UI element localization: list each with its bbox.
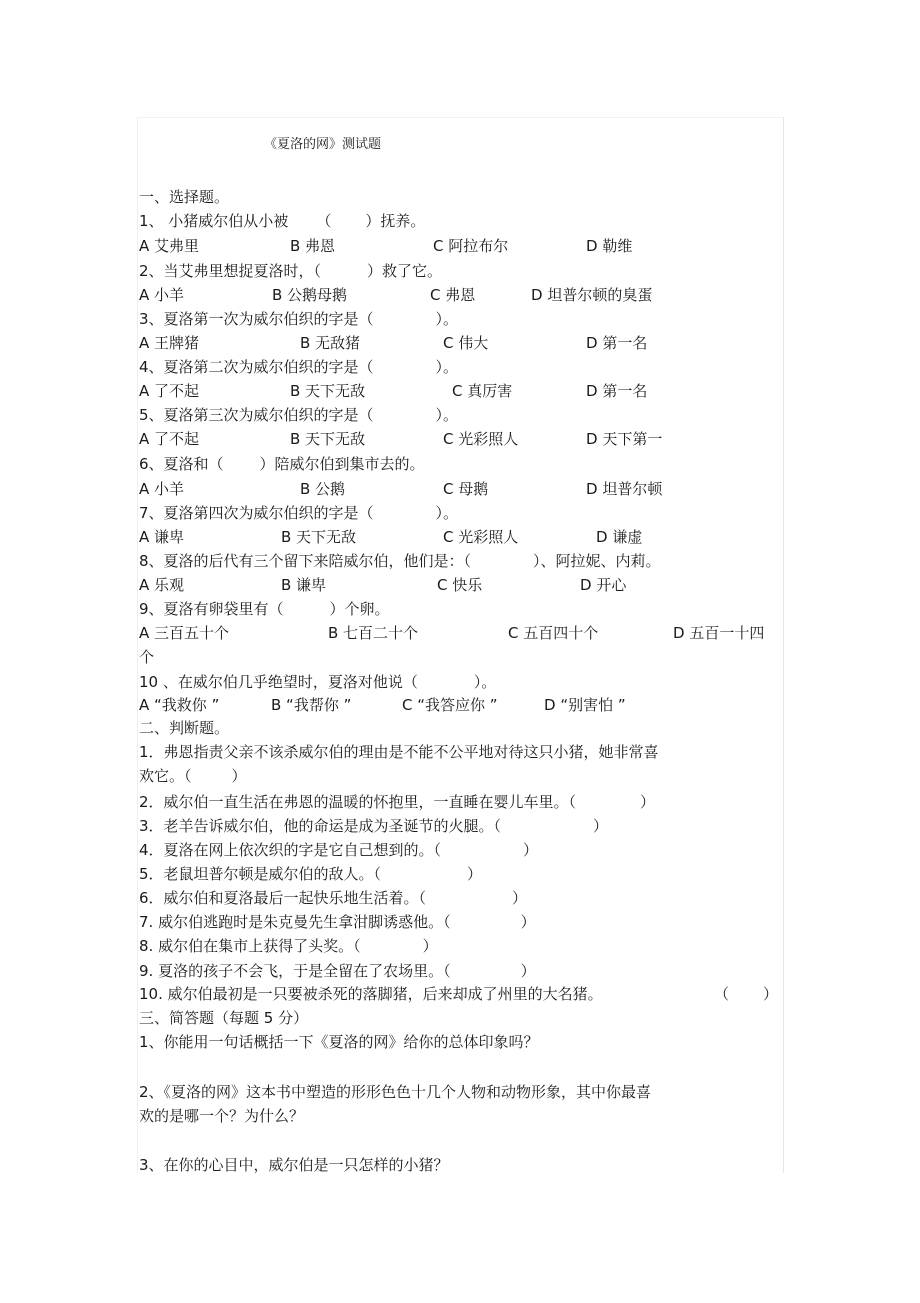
mc-option: B “我帮你 ” [271,696,352,714]
mc-option: C “我答应你 ” [402,696,498,714]
mc-question-2 [139,262,442,280]
mc-option: A 谦卑 [139,528,185,546]
mc-option: B 谦卑 [281,576,327,594]
blank-close: ） [467,865,483,883]
mc-option: A 小羊 [139,480,185,498]
tf-question-text: 3．老羊告诉威尔伯，他的命运是成为圣诞节的火腿。（ [139,817,502,835]
mc-question-tail: ）救了它。 [367,262,443,280]
mc-question-4 [139,358,458,376]
document-title: 《夏洛的网》测试题 [263,137,381,152]
mc-option: D “别害怕 ” [544,696,626,714]
mc-option: A 乐观 [139,576,185,594]
mc-question-text: 9、夏洛有卵袋里有（ [139,600,284,618]
mc-question-text: 5、夏洛第三次为威尔伯织的字是（ [139,406,374,424]
mc-question-text: 10 、在威尔伯几乎绝望时，夏洛对他说（ [139,673,418,691]
mc-option: D 五百一十四 [673,624,765,642]
mc-question-text: 6、夏洛和（ [139,455,224,473]
tf-question-text: 7. 威尔伯逃跑时是朱克曼先生拿泔脚诱惑他。（ [139,913,451,931]
mc-question-8 [139,552,661,570]
mc-option: D 坦普尔顿 [586,480,663,498]
mc-option: C 阿拉布尔 [433,237,509,255]
blank-close: ） [763,985,779,1003]
mc-option: C 五百四十个 [508,624,599,642]
mc-question-text: 8、夏洛的后代有三个留下来陪威尔伯，他们是：（ [139,552,472,570]
tf-question-text: 8. 威尔伯在集市上获得了头奖。（ [139,937,361,955]
mc-option: C 母鹅 [443,480,489,498]
blank-close: ） [523,841,539,859]
tf-question-5 [139,865,482,883]
mc-option: B 无敌猪 [300,334,361,352]
mc-question-tail: ）。 [473,673,497,691]
blank-close: ） [422,937,438,955]
tf-question-1-cont [139,767,247,785]
mc-option: C 弗恩 [430,286,476,304]
tf-question-9 [139,962,536,980]
mc-option: C 光彩照人 [443,430,519,448]
mc-question-text: 4、夏洛第二次为威尔伯织的字是（ [139,358,374,376]
tf-question-1: 1．弗恩指责父亲不该杀威尔伯的理由是不能不公平地对待这只小猪，她非常喜 [139,743,659,761]
mc-option: D 第一名 [586,334,648,352]
tf-question-text: 10. 威尔伯最初是一只要被杀死的落脚猪，后来却成了州里的大名猪。 [139,985,603,1003]
mc-option: A 王牌猪 [139,334,200,352]
section-heading-short-answer: 三、简答题（每题 5 分） [139,1009,309,1027]
mc-option: B 七百二十个 [328,624,419,642]
mc-question-10 [139,673,496,691]
mc-option: D 坦普尔顿的臭蛋 [531,286,653,304]
mc-option: C 光彩照人 [443,528,519,546]
tf-question-8 [139,937,438,955]
blank-open: （ [316,212,332,230]
tf-question-6 [139,889,527,907]
mc-question-5 [139,406,458,424]
tf-question-2 [139,793,655,811]
mc-question-tail: ）。 [435,504,459,522]
mc-option: C 真厉害 [452,382,513,400]
mc-option: D 谦虚 [596,528,643,546]
mc-option: A “我救你 ” [139,696,220,714]
blank-close: ） [512,889,528,907]
mc-option: B 公鹅 [300,480,346,498]
sa-question-3: 3、在你的心目中，威尔伯是一只怎样的小猪？ [139,1156,449,1174]
mc-question-tail: ）。 [435,358,459,376]
tf-question-text: 欢它。（ [139,767,192,785]
mc-option: B 公鹅母鹅 [272,286,348,304]
mc-question-tail: ）个卵。 [329,600,390,618]
mc-question-9 [139,600,390,618]
tf-question-text: 2．威尔伯一直生活在弗恩的温暖的怀抱里，一直睡在婴儿车里。（ [139,793,577,811]
mc-option: A 艾弗里 [139,237,200,255]
tf-question-3 [139,817,608,835]
tf-question-text: 9. 夏洛的孩子不会飞，于是全留在了农场里。（ [139,962,451,980]
mc-option: B 天下无敌 [290,382,366,400]
tf-question-text: 6．威尔伯和夏洛最后一起快乐地生活着。（ [139,889,427,907]
blank-close: ） [520,913,536,931]
mc-question-tail: ）。 [435,406,459,424]
mc-option: B 天下无敌 [281,528,357,546]
mc-question-text: 7、夏洛第四次为威尔伯织的字是（ [139,504,374,522]
blank-close: ） [520,962,536,980]
mc-question-tail: ）、阿拉妮、内莉。 [533,552,661,570]
section-heading-judge: 二、判断题。 [139,719,230,737]
tf-question-4 [139,841,538,859]
blank-close: ） [231,767,247,785]
sa-question-2: 2、《夏洛的网》这本书中塑造的形形色色十几个人物和动物形象，其中你最喜 [139,1083,652,1101]
tf-question-text: 4．夏洛在网上依次织的字是它自己想到的。（ [139,841,442,859]
tf-question-10-blank [714,985,778,1003]
mc-question-1 [139,212,425,230]
mc-option: D 第一名 [586,382,648,400]
mc-question-tail: ）。 [435,310,459,328]
tf-question-7 [139,913,536,931]
sa-question-1: 1、你能用一句话概括一下《夏洛的网》给你的总体印象吗？ [139,1033,539,1051]
mc-option: B 天下无敌 [290,430,366,448]
mc-question-6 [139,455,425,473]
mc-question-7 [139,504,458,522]
mc-question-text: 1、 小猪威尔伯从小被 [139,212,289,230]
blank-open: （ [714,985,730,1003]
mc-option: C 快乐 [437,576,483,594]
mc-question-tail: ）陪威尔伯到集市去的。 [259,455,425,473]
mc-question-text: 3、夏洛第一次为威尔伯织的字是（ [139,310,374,328]
mc-question-3 [139,310,458,328]
tf-question-10 [139,985,603,1003]
mc-option: A 了不起 [139,382,200,400]
mc-option: D 勒维 [586,237,633,255]
section-heading-choice: 一、选择题。 [139,188,230,206]
tf-question-text: 5．老鼠坦普尔顿是威尔伯的敌人。（ [139,865,382,883]
mc-option: D 天下第一 [586,430,663,448]
mc-question-tail: ）抚养。 [365,212,426,230]
blank-close: ） [640,793,656,811]
mc-option-wrap: 个 [139,648,155,666]
mc-option: A 三百五十个 [139,624,230,642]
mc-option: D 开心 [580,576,627,594]
blank-close: ） [593,817,609,835]
mc-option: A 小羊 [139,286,185,304]
mc-question-text: 2、当艾弗里想捉夏洛时，（ [139,262,322,280]
sa-question-2-cont: 欢的是哪一个？为什么？ [139,1107,305,1125]
mc-option: C 伟大 [443,334,489,352]
mc-option: B 弗恩 [290,237,336,255]
mc-option: A 了不起 [139,430,200,448]
